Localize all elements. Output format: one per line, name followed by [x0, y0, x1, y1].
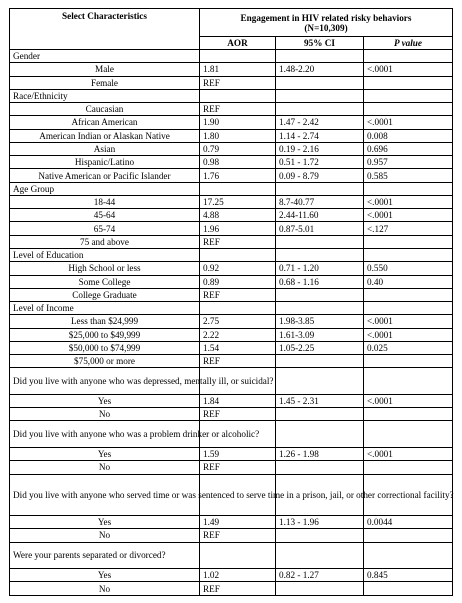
section-row — [10, 182, 453, 195]
aor-cell: 1.81 — [200, 63, 276, 76]
aor-cell: REF — [200, 76, 276, 89]
row-label: Yes — [10, 516, 200, 529]
p-value-cell — [364, 529, 453, 542]
ci-cell: 0.82 - 1.27 — [276, 569, 364, 582]
ci-cell: 1.26 - 1.98 — [276, 448, 364, 461]
row-label: $50,000 to $74,999 — [10, 341, 200, 354]
p-value-cell: <.0001 — [364, 195, 453, 208]
p-value-cell: <.0001 — [364, 63, 453, 76]
section-label: Age Group — [10, 182, 200, 195]
row-label: High School or less — [10, 262, 200, 275]
row-label: Some College — [10, 275, 200, 288]
row-label: Yes — [10, 448, 200, 461]
p-value-cell: <.0001 — [364, 209, 453, 222]
p-value-cell — [364, 582, 453, 596]
header-ci: 95% CI — [276, 37, 364, 50]
p-value-cell: 0.957 — [364, 156, 453, 169]
aor-cell: 0.98 — [200, 156, 276, 169]
row-label: Less than $24,999 — [10, 315, 200, 328]
p-value-cell: 0.845 — [364, 569, 453, 582]
row-label: College Graduate — [10, 288, 200, 301]
aor-cell: REF — [200, 461, 276, 474]
ci-cell — [276, 529, 364, 542]
empty-cell — [364, 182, 453, 195]
aor-cell: 4.88 — [200, 209, 276, 222]
table-row — [10, 235, 453, 248]
table-row — [10, 582, 453, 596]
row-label: Hispanic/Latino — [10, 156, 200, 169]
ci-cell: 1.13 - 1.96 — [276, 516, 364, 529]
table-row — [10, 275, 453, 288]
aor-cell: REF — [200, 529, 276, 542]
aor-cell: REF — [200, 582, 276, 596]
p-value-cell: 0.550 — [364, 262, 453, 275]
empty-cell — [276, 50, 364, 63]
p-value-cell: 0.0044 — [364, 516, 453, 529]
aor-cell: 1.96 — [200, 222, 276, 235]
empty-cell — [200, 248, 276, 261]
row-label: No — [10, 408, 200, 421]
row-label: $25,000 to $49,999 — [10, 328, 200, 341]
table-row — [10, 195, 453, 208]
p-value-cell: 0.008 — [364, 129, 453, 142]
ci-cell: 0.09 - 8.79 — [276, 169, 364, 182]
p-value-cell: 0.585 — [364, 169, 453, 182]
ci-cell — [276, 235, 364, 248]
empty-cell — [276, 182, 364, 195]
ci-cell: 0.71 - 1.20 — [276, 262, 364, 275]
p-value-cell — [364, 288, 453, 301]
ci-cell — [276, 582, 364, 596]
question-label: Did you live with anyone who served time or was sentenced to serve time in a prison, jail, or other correctional facility? — [10, 474, 200, 516]
section-row — [10, 302, 453, 315]
ci-cell: 0.51 - 1.72 — [276, 156, 364, 169]
row-label: 75 and above — [10, 235, 200, 248]
header-engagement-n: (N=10,309) — [304, 22, 348, 33]
aor-cell: 1.02 — [200, 569, 276, 582]
aor-cell: 1.80 — [200, 129, 276, 142]
question-row — [10, 474, 453, 516]
ci-cell: 8.7-40.77 — [276, 195, 364, 208]
table-row — [10, 116, 453, 129]
row-label: Female — [10, 76, 200, 89]
table-row — [10, 448, 453, 461]
empty-cell — [276, 421, 364, 448]
p-value-cell: 0.025 — [364, 341, 453, 354]
header-characteristics: Select Characteristics — [10, 9, 200, 50]
section-label: Race/Ethnicity — [10, 89, 200, 102]
question-label: Were your parents separated or divorced? — [10, 542, 200, 569]
p-value-cell: 0.696 — [364, 142, 453, 155]
question-row — [10, 421, 453, 448]
ci-cell: 1.61-3.09 — [276, 328, 364, 341]
aor-cell: 0.89 — [200, 275, 276, 288]
row-label: Male — [10, 63, 200, 76]
row-label: Native American or Pacific Islander — [10, 169, 200, 182]
empty-cell — [364, 421, 453, 448]
row-label: Yes — [10, 569, 200, 582]
table-row — [10, 408, 453, 421]
table-row — [10, 315, 453, 328]
empty-cell — [276, 542, 364, 569]
ci-cell: 1.05-2.25 — [276, 341, 364, 354]
ci-cell: 1.14 - 2.74 — [276, 129, 364, 142]
empty-cell — [364, 368, 453, 395]
row-label: No — [10, 582, 200, 596]
table-row — [10, 209, 453, 222]
table-row — [10, 129, 453, 142]
table-row — [10, 288, 453, 301]
empty-cell — [276, 368, 364, 395]
row-label: 45-64 — [10, 209, 200, 222]
table-row — [10, 394, 453, 407]
row-label: Asian — [10, 142, 200, 155]
row-label: 65-74 — [10, 222, 200, 235]
table-row — [10, 103, 453, 116]
question-row — [10, 368, 453, 395]
table-row — [10, 262, 453, 275]
p-value-cell: <.0001 — [364, 394, 453, 407]
table-row — [10, 156, 453, 169]
p-value-cell: <.0001 — [364, 315, 453, 328]
p-value-cell — [364, 461, 453, 474]
table-row — [10, 461, 453, 474]
table-body — [10, 50, 453, 596]
ci-cell: 2.44-11.60 — [276, 209, 364, 222]
p-value-cell — [364, 408, 453, 421]
empty-cell — [364, 50, 453, 63]
empty-cell — [200, 182, 276, 195]
empty-cell — [200, 302, 276, 315]
risky-behaviors-table — [9, 8, 453, 596]
ci-cell — [276, 76, 364, 89]
ci-cell: 0.19 - 2.16 — [276, 142, 364, 155]
aor-cell: 1.84 — [200, 394, 276, 407]
aor-cell: 17.25 — [200, 195, 276, 208]
row-label: Caucasian — [10, 103, 200, 116]
aor-cell: 2.75 — [200, 315, 276, 328]
aor-cell: REF — [200, 355, 276, 368]
table-row — [10, 169, 453, 182]
aor-cell: 1.49 — [200, 516, 276, 529]
section-row — [10, 89, 453, 102]
table-row — [10, 529, 453, 542]
aor-cell: 0.92 — [200, 262, 276, 275]
table-row — [10, 63, 453, 76]
ci-cell: 0.68 - 1.16 — [276, 275, 364, 288]
row-label: American Indian or Alaskan Native — [10, 129, 200, 142]
aor-cell: REF — [200, 103, 276, 116]
ci-cell: 1.47 - 2.42 — [276, 116, 364, 129]
table-row — [10, 341, 453, 354]
ci-cell: 0.87-5.01 — [276, 222, 364, 235]
aor-cell: 1.59 — [200, 448, 276, 461]
table-row — [10, 328, 453, 341]
empty-cell — [364, 89, 453, 102]
p-value-cell — [364, 235, 453, 248]
section-row — [10, 248, 453, 261]
aor-cell: REF — [200, 235, 276, 248]
section-label: Level of Income — [10, 302, 200, 315]
ci-cell: 1.48-2.20 — [276, 63, 364, 76]
table-row — [10, 222, 453, 235]
section-label: Gender — [10, 50, 200, 63]
p-value-cell — [364, 76, 453, 89]
aor-cell: 1.76 — [200, 169, 276, 182]
aor-cell: 1.90 — [200, 116, 276, 129]
p-value-cell: <.0001 — [364, 448, 453, 461]
question-row — [10, 542, 453, 569]
table-row — [10, 142, 453, 155]
p-value-cell: <.0001 — [364, 116, 453, 129]
p-value-cell — [364, 355, 453, 368]
header-engagement-title: Engagement in HIV related risky behaviors — [240, 12, 412, 23]
ci-cell — [276, 355, 364, 368]
empty-cell — [364, 248, 453, 261]
table-row — [10, 76, 453, 89]
ci-cell: 1.45 - 2.31 — [276, 394, 364, 407]
ci-cell — [276, 288, 364, 301]
row-label: 18-44 — [10, 195, 200, 208]
row-label: $75,000 or more — [10, 355, 200, 368]
section-row — [10, 50, 453, 63]
empty-cell — [200, 542, 276, 569]
empty-cell — [276, 302, 364, 315]
table-row — [10, 355, 453, 368]
empty-cell — [200, 89, 276, 102]
aor-cell: 0.79 — [200, 142, 276, 155]
ci-cell — [276, 103, 364, 116]
p-value-cell: 0.40 — [364, 275, 453, 288]
ci-cell — [276, 461, 364, 474]
p-value-cell — [364, 103, 453, 116]
row-label: Yes — [10, 394, 200, 407]
ci-cell: 1.98-3.85 — [276, 315, 364, 328]
aor-cell: 1.54 — [200, 341, 276, 354]
empty-cell — [276, 89, 364, 102]
question-label: Did you live with anyone who was a problem drinker or alcoholic? — [10, 421, 200, 448]
empty-cell — [200, 50, 276, 63]
header-p-value: P value — [364, 37, 453, 50]
row-label: No — [10, 529, 200, 542]
aor-cell: REF — [200, 408, 276, 421]
p-value-cell: <.0001 — [364, 328, 453, 341]
aor-cell: 2.22 — [200, 328, 276, 341]
empty-cell — [364, 542, 453, 569]
aor-cell: REF — [200, 288, 276, 301]
table-row — [10, 516, 453, 529]
empty-cell — [276, 248, 364, 261]
question-label: Did you live with anyone who was depressed, mentally ill, or suicidal? — [10, 368, 200, 395]
header-engagement — [200, 9, 453, 37]
row-label: African American — [10, 116, 200, 129]
row-label: No — [10, 461, 200, 474]
table-row — [10, 569, 453, 582]
header-aor: AOR — [200, 37, 276, 50]
p-value-cell: <.127 — [364, 222, 453, 235]
section-label: Level of Education — [10, 248, 200, 261]
ci-cell — [276, 408, 364, 421]
empty-cell — [364, 302, 453, 315]
